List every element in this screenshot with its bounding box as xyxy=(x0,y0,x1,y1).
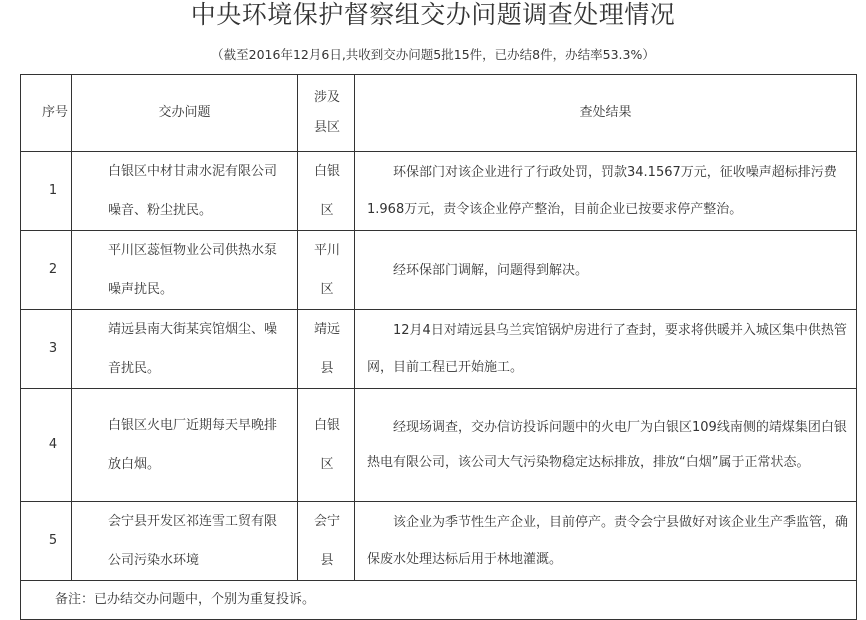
header-result: 查处结果 xyxy=(355,75,857,152)
row-result: 环保部门对该企业进行了行政处罚，罚款34.1567万元，征收噪声超标排污费1.968万元，责令该企业停产整治，目前企业已按要求停产整治。 xyxy=(355,152,857,231)
row-issue: 会宁县开发区祁连雪工贸有限公司污染水环境 xyxy=(72,502,298,581)
row-county: 会宁县 xyxy=(298,502,355,581)
row-index: 5 xyxy=(21,502,72,581)
header-county: 涉及县区 xyxy=(298,75,355,152)
row-county: 白银区 xyxy=(298,389,355,502)
results-table xyxy=(20,74,857,620)
row-index: 3 xyxy=(21,310,72,389)
table-header-row xyxy=(21,75,857,152)
table-note-row xyxy=(21,581,857,620)
row-county: 平川区 xyxy=(298,231,355,310)
header-issue: 交办问题 xyxy=(72,75,298,152)
row-index: 1 xyxy=(21,152,72,231)
table-row xyxy=(21,502,857,581)
row-index: 2 xyxy=(21,231,72,310)
row-result: 经环保部门调解，问题得到解决。 xyxy=(355,231,857,310)
row-issue: 白银区火电厂近期每天早晚排放白烟。 xyxy=(72,389,298,502)
header-index: 序号 xyxy=(21,75,72,152)
row-result: 12月4日对靖远县乌兰宾馆锅炉房进行了查封，要求将供暖并入城区集中供热管网，目前工程已开始施工。 xyxy=(355,310,857,389)
table-note: 备注：已办结交办问题中，个别为重复投诉。 xyxy=(21,581,857,620)
row-issue: 靖远县南大街某宾馆烟尘、噪音扰民。 xyxy=(72,310,298,389)
page-title: 中央环境保护督察组交办问题调查处理情况 xyxy=(190,0,676,29)
table-row xyxy=(21,152,857,231)
row-county: 白银区 xyxy=(298,152,355,231)
row-issue: 白银区中材甘肃水泥有限公司噪音、粉尘扰民。 xyxy=(72,152,298,231)
row-issue: 平川区蕊恒物业公司供热水泵噪声扰民。 xyxy=(72,231,298,310)
table-row xyxy=(21,310,857,389)
table-row xyxy=(21,231,857,310)
row-result: 该企业为季节性生产企业，目前停产。责令会宁县做好对该企业生产季监管，确保废水处理达标后用于林地灌溉。 xyxy=(355,502,857,581)
table-row xyxy=(21,389,857,502)
row-result: 经现场调查，交办信访投诉问题中的火电厂为白银区109线南侧的靖煤集团白银热电有限公司，该公司大气污染物稳定达标排放，排放“白烟”属于正常状态。 xyxy=(355,389,857,502)
row-index: 4 xyxy=(21,389,72,502)
page-subtitle: （截至2016年12月6日,共收到交办问题5批15件，已办结8件，办结率53.3%） xyxy=(211,47,655,62)
row-county: 靖远县 xyxy=(298,310,355,389)
